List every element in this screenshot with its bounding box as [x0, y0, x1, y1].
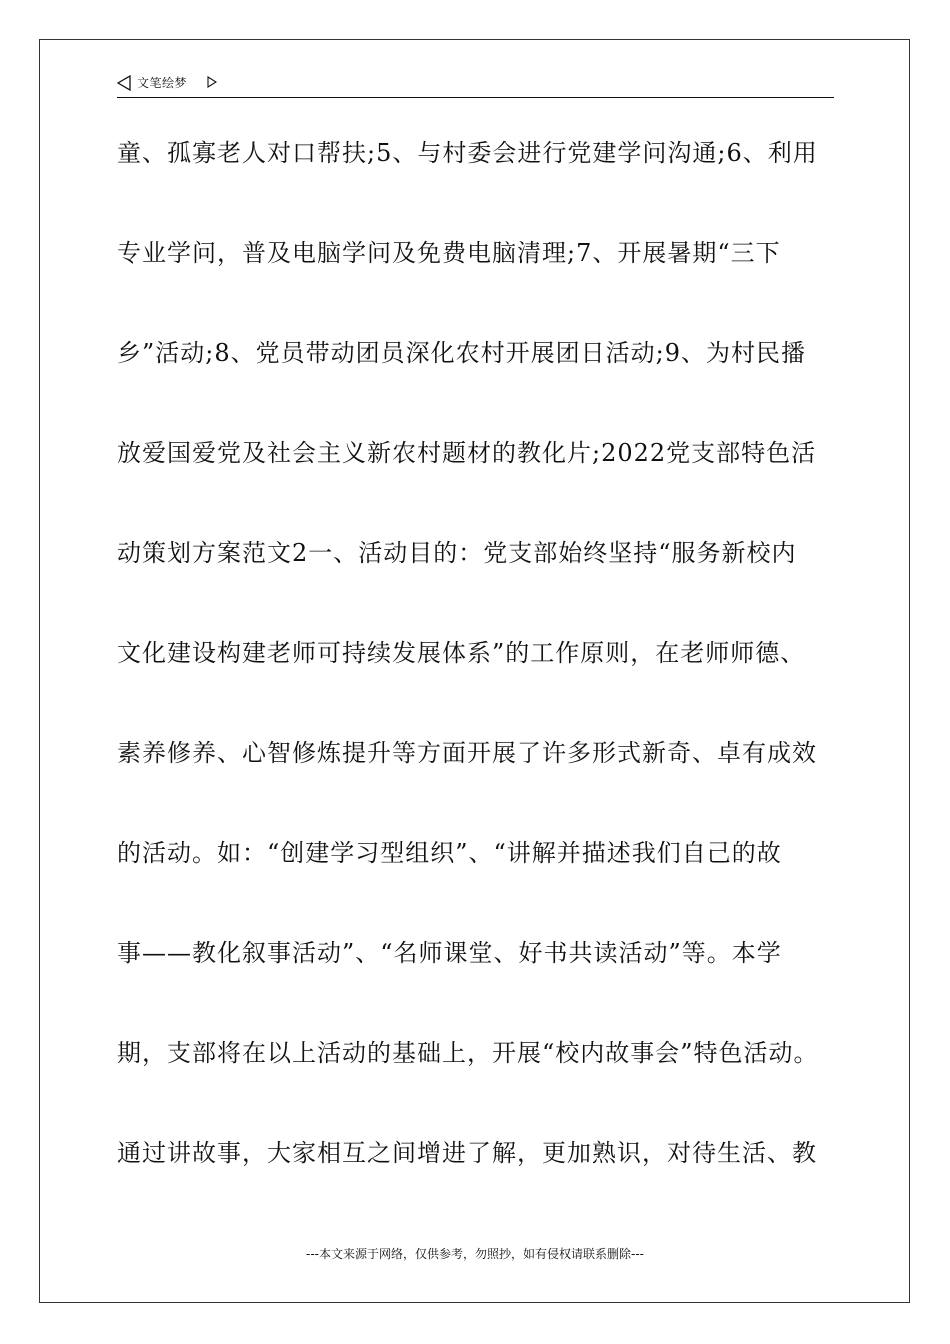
body-line: 专业学问，普及电脑学问及免费电脑清理;7、开展暑期“三下 — [117, 239, 781, 267]
page-header — [117, 72, 834, 98]
right-triangle-icon — [207, 76, 217, 88]
header-title: 文笔绘梦 — [137, 76, 188, 90]
left-triangle-icon — [117, 75, 131, 91]
document-body — [117, 125, 839, 1225]
body-line: 事——教化叙事活动”、“名师课堂、好书共读活动”等。本学 — [117, 939, 782, 967]
body-line: 文化建设构建老师可持续发展体系”的工作原则，在老师师德、 — [117, 639, 806, 667]
body-line: 素养修养、心智修炼提升等方面开展了许多形式新奇、卓有成效 — [117, 739, 817, 767]
body-line: 通过讲故事，大家相互之间增进了解，更加熟识，对待生活、教 — [117, 1139, 817, 1167]
body-line: 期，支部将在以上活动的基础上，开展“校内故事会”特色活动。 — [117, 1039, 819, 1067]
footer-disclaimer: ---本文来源于网络，仅供参考，勿照抄，如有侵权请联系删除--- — [306, 1247, 644, 1261]
body-line: 童、孤寡老人对口帮扶;5、与村委会进行党建学问沟通;6、利用 — [117, 139, 818, 167]
body-line: 乡”活动;8、党员带动团员深化农村开展团日活动;9、为村民播 — [117, 339, 806, 367]
body-line: 放爱国爱党及社会主义新农村题材的教化片;2022党支部特色活 — [117, 439, 817, 467]
body-line: 的活动。如：“创建学习型组织”、“讲解并描述我们自己的故 — [117, 839, 782, 867]
body-line: 动策划方案范文2一、活动目的：党支部始终坚持“服务新校内 — [117, 539, 797, 567]
